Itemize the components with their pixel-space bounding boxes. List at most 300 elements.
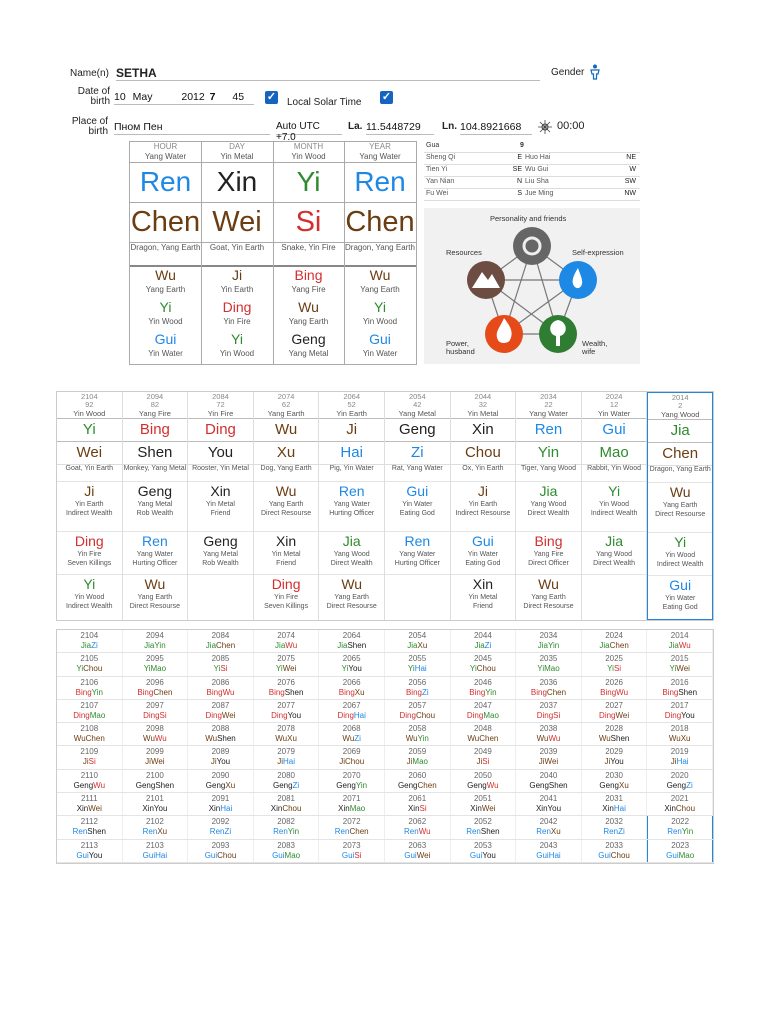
annual-stem: Yi [341, 664, 349, 674]
luck-branch: Shen [137, 444, 173, 461]
annual-cell-2093[interactable] [188, 840, 254, 862]
annual-stem: Wu [275, 734, 288, 744]
annual-cell-2018[interactable] [647, 723, 713, 745]
luck-pillar-2104[interactable] [57, 392, 123, 620]
annual-stem: Xin [142, 804, 154, 814]
luck-hidden-block [385, 481, 450, 531]
gua-star: Sheng Qi [426, 154, 456, 161]
heavenly-stem: Ren [139, 166, 192, 197]
annual-year: 2059 [408, 747, 427, 757]
annual-year: 2106 [80, 677, 99, 687]
annual-cell-2071[interactable] [319, 793, 385, 815]
annual-cell-2083[interactable] [254, 840, 320, 862]
annual-cell-2113[interactable] [57, 840, 123, 862]
annual-cell-2104[interactable] [57, 630, 123, 652]
annual-branch: Shen [480, 827, 500, 837]
annual-name [319, 664, 384, 674]
annual-name [385, 827, 450, 837]
annual-stem: Ren [273, 827, 288, 837]
annual-cell-2101[interactable] [123, 793, 189, 815]
annual-stem: Bing [268, 687, 285, 697]
luck-hidden-sub: Yin Water [402, 501, 433, 508]
annual-cell-2058[interactable] [385, 723, 451, 745]
luck-stem: Ji [319, 418, 384, 442]
annual-name [451, 757, 516, 767]
annual-branch: Chou [675, 804, 696, 814]
annual-branch: Xu [550, 827, 561, 837]
luck-hidden-sub: Yang Earth [662, 502, 698, 509]
annual-row [57, 770, 713, 793]
annual-cell-2029[interactable] [582, 746, 648, 768]
annual-cell-2061[interactable] [385, 793, 451, 815]
cycle-label-bottom-left: Power, husband [446, 339, 475, 356]
luck-hidden-sub: Yang Water [333, 501, 370, 508]
male-person-icon[interactable] [589, 64, 601, 80]
annual-cell-2050[interactable] [451, 770, 517, 792]
annual-cell-2067[interactable] [319, 700, 385, 722]
annual-cell-2087[interactable] [188, 700, 254, 722]
local-solar-checkbox[interactable]: ✓ [381, 91, 392, 103]
five-elements-cycle [424, 208, 640, 364]
annual-name [582, 781, 647, 791]
annual-cell-2066[interactable] [319, 677, 385, 699]
pillar-head: MONTH [293, 142, 324, 151]
annual-year: 2036 [539, 677, 558, 687]
annual-cell-2059[interactable] [385, 746, 451, 768]
annual-branch: Si [354, 850, 362, 860]
annual-cell-2081[interactable] [254, 793, 320, 815]
annual-cell-2063[interactable] [385, 840, 451, 862]
annual-year: 2078 [277, 724, 295, 734]
divider [344, 142, 345, 364]
annual-cell-2055[interactable] [385, 653, 451, 675]
annual-row [57, 816, 713, 839]
annual-year: 2104 [80, 631, 99, 640]
luck-branch-desc: Rooster, Yin Metal [188, 464, 253, 481]
annual-cell-2039[interactable] [516, 746, 582, 768]
annual-year: 2112 [80, 817, 98, 827]
annual-row [57, 700, 713, 723]
annual-branch: Shen [678, 687, 698, 697]
cycle-label-bottom-right: Wealth, wife [582, 339, 608, 356]
gua-dir: S [517, 190, 522, 197]
annual-cell-2077[interactable] [254, 700, 320, 722]
luck-pillar-2084[interactable] [188, 392, 254, 620]
heavenly-stem: Xin [216, 166, 258, 197]
divider [273, 142, 274, 364]
annual-year: 2048 [473, 724, 492, 734]
annual-branch: Yin [287, 827, 300, 837]
annual-stem: Bing [600, 687, 617, 697]
longitude-value: 104.8921668 [460, 121, 522, 133]
luck-pillar-2094[interactable] [123, 392, 189, 620]
annual-cell-2017[interactable] [647, 700, 713, 722]
annual-cell-2107[interactable] [57, 700, 123, 722]
annual-year: 2039 [539, 747, 558, 757]
earthly-branch: Chen [130, 206, 201, 238]
annual-year: 2037 [539, 700, 558, 710]
annual-cell-2084[interactable] [188, 630, 254, 652]
gua-star: Wu Gui [525, 166, 549, 173]
annual-year: 2098 [145, 724, 164, 734]
annual-cell-2108[interactable] [57, 723, 123, 745]
gua-dir: NE [626, 154, 636, 161]
annual-cell-2049[interactable] [451, 746, 517, 768]
place-value: Пном Пен [114, 121, 163, 133]
annual-stem: Yi [407, 664, 415, 674]
luck-hidden-stem: Xin [210, 483, 231, 499]
name-value: SETHA [116, 66, 157, 80]
annual-cell-2056[interactable] [385, 677, 451, 699]
compass-icon[interactable] [538, 120, 552, 134]
hidden-stem-sub: Yang Earth [360, 285, 400, 294]
annual-cell-2085[interactable] [188, 653, 254, 675]
annual-stem: Geng [467, 780, 487, 790]
annual-name [516, 851, 581, 861]
annual-name [451, 664, 516, 674]
annual-year: 2026 [605, 677, 623, 687]
luck-pillar-2054[interactable] [385, 392, 451, 620]
annual-stem: Jia [668, 641, 679, 650]
annual-branch: Wu [678, 641, 691, 650]
annual-cell-2027[interactable] [582, 700, 648, 722]
luck-stem-sub: Yang Water [529, 409, 568, 418]
luck-year: 2054 [408, 392, 426, 401]
annual-cell-2044[interactable] [451, 630, 517, 652]
luck-stem: Wu [254, 418, 319, 442]
annual-cell-2109[interactable] [57, 746, 123, 768]
annual-year: 2034 [539, 631, 558, 640]
annual-cell-2095[interactable] [123, 653, 189, 675]
annual-cell-2043[interactable] [516, 840, 582, 862]
annual-cell-2096[interactable] [123, 677, 189, 699]
annual-stem: Xin [208, 804, 221, 814]
annual-year: 2063 [408, 840, 427, 850]
luck-hidden-stem: Gui [669, 577, 692, 593]
annual-stem: Ding [599, 710, 616, 720]
annual-cell-2098[interactable] [123, 723, 189, 745]
annual-cell-2110[interactable] [57, 770, 123, 792]
gua-dir: W [629, 166, 636, 173]
hidden-stem: Gui [154, 331, 177, 347]
hidden-stem: Bing [294, 267, 323, 283]
annual-cell-2016[interactable] [647, 677, 713, 699]
hidden-stem-sub: Yin Earth [220, 285, 254, 294]
annual-year: 2074 [277, 631, 295, 640]
annual-cell-2042[interactable] [516, 816, 582, 838]
annual-stem: Ding [337, 710, 354, 720]
luck-hidden-block [123, 531, 188, 574]
annual-branch: Mao [678, 850, 695, 860]
annual-stem: Ji [82, 757, 89, 767]
dob-checkbox[interactable]: ✓ [266, 91, 277, 103]
annual-cell-2060[interactable] [385, 770, 451, 792]
annual-branch: Yin [485, 687, 497, 697]
annual-branch: Wu [285, 641, 298, 650]
annual-year: 2058 [408, 724, 427, 734]
annual-cell-2033[interactable] [582, 840, 648, 862]
luck-year: 2064 [343, 392, 361, 401]
annual-stem: Xin [76, 804, 89, 814]
annual-cell-2036[interactable] [516, 677, 582, 699]
annual-stem: Jia [599, 641, 610, 650]
annual-branch: Chen [546, 687, 567, 697]
annual-cell-2026[interactable] [582, 677, 648, 699]
annual-cell-2103[interactable] [123, 840, 189, 862]
gua-label: Gua [426, 142, 440, 149]
gua-star: Huo Hai [525, 154, 551, 161]
annual-cell-2021[interactable] [647, 793, 713, 815]
gua-star: Fu Wei [426, 190, 449, 197]
gender-label: Gender [551, 67, 585, 78]
hidden-stem-sub: Yin Water [362, 349, 398, 358]
annual-cell-2068[interactable] [319, 723, 385, 745]
luck-age: 12 [609, 400, 619, 409]
annual-cell-2102[interactable] [123, 816, 189, 838]
hidden-stem: Ding [222, 299, 252, 315]
annual-branch: Xu [354, 687, 365, 697]
luck-branch-desc: Dog, Yang Earth [254, 464, 319, 481]
annual-cell-2020[interactable] [647, 770, 713, 792]
annual-cell-2053[interactable] [451, 840, 517, 862]
annual-cell-2065[interactable] [319, 653, 385, 675]
annual-cell-2091[interactable] [188, 793, 254, 815]
annual-stem: Jia [474, 641, 485, 650]
annual-stem: Jia [144, 641, 155, 650]
annual-year: 2055 [408, 654, 427, 664]
annual-branch: Zi [618, 827, 625, 837]
luck-ten-god: Direct Wealth [527, 509, 570, 517]
annual-year: 2038 [539, 724, 558, 734]
annual-branch: Mao [284, 850, 301, 860]
pillar-head: YEAR [369, 142, 391, 151]
annual-name [648, 851, 712, 861]
annual-cell-2088[interactable] [188, 723, 254, 745]
annual-stem: Jia [537, 641, 548, 650]
luck-stem-sub: Yin Metal [467, 409, 499, 418]
luck-pillar-2024[interactable] [582, 392, 648, 620]
longitude-field[interactable] [460, 121, 532, 135]
annual-cell-2099[interactable] [123, 746, 189, 768]
annual-cell-2089[interactable] [188, 746, 254, 768]
annual-name [319, 804, 384, 814]
annual-cell-2112[interactable] [57, 816, 123, 838]
annual-year: 2049 [473, 747, 492, 757]
annual-cell-2062[interactable] [385, 816, 451, 838]
annual-branch: Wei [544, 757, 559, 767]
annual-name [516, 757, 581, 767]
name-label: Name(n) [70, 68, 109, 79]
dob-field[interactable] [114, 91, 254, 105]
annual-cell-2076[interactable] [254, 677, 320, 699]
annual-branch: Wei [282, 664, 297, 674]
annual-cell-2052[interactable] [451, 816, 517, 838]
annual-cell-2111[interactable] [57, 793, 123, 815]
annual-cell-2048[interactable] [451, 723, 517, 745]
annual-cell-2051[interactable] [451, 793, 517, 815]
latitude-field[interactable] [366, 121, 434, 135]
annual-cell-2024[interactable] [582, 630, 648, 652]
annual-cell-2090[interactable] [188, 770, 254, 792]
pillar-month [273, 142, 344, 361]
annual-branch: Hai [220, 804, 233, 814]
annual-branch: Shen [548, 780, 568, 790]
annual-stem: Gui [142, 850, 156, 860]
annual-stem: Wu [668, 734, 681, 744]
luck-pillar-2014[interactable] [647, 392, 713, 620]
luck-hidden-stem [582, 575, 647, 594]
annual-name [123, 851, 188, 861]
annual-year: 2089 [211, 747, 230, 757]
annual-year: 2032 [605, 817, 623, 827]
luck-hidden-stem: Wu [538, 576, 559, 592]
annual-stem: Jia [80, 641, 92, 650]
annual-cell-2046[interactable] [451, 677, 517, 699]
dob-month: May [132, 91, 153, 103]
place-field[interactable] [114, 121, 270, 135]
dob-hour: 7 [209, 91, 216, 103]
luck-hidden-block [123, 574, 188, 618]
annual-branch: Wu [486, 780, 499, 790]
annual-cell-2032[interactable] [582, 816, 648, 838]
annual-year: 2022 [671, 817, 690, 827]
annual-cell-2041[interactable] [516, 793, 582, 815]
time-value: 00:00 [557, 120, 585, 132]
luck-hidden-sub: Yin Metal [206, 501, 235, 508]
luck-ten-god: Direct Resourse [261, 509, 312, 517]
annual-cell-2031[interactable] [582, 793, 648, 815]
annual-name [648, 827, 712, 837]
local-solar-label: Local Solar Time [287, 97, 362, 108]
annual-branch: Wu [418, 827, 431, 837]
annual-name [57, 781, 122, 791]
hidden-stem-sub: Yang Metal [288, 349, 329, 358]
annual-cell-2022[interactable] [647, 816, 713, 838]
annual-cell-2054[interactable] [385, 630, 451, 652]
luck-hidden-stem: Ren [404, 533, 431, 549]
annual-cell-2074[interactable] [254, 630, 320, 652]
annual-name [516, 641, 581, 651]
annual-cell-2100[interactable] [123, 770, 189, 792]
annual-stem: Ren [142, 827, 158, 837]
annual-cell-2034[interactable] [516, 630, 582, 652]
hidden-stem-sub: Yang Earth [145, 285, 186, 294]
annual-name [582, 757, 647, 767]
luck-ten-god: Hurting Officer [394, 559, 440, 567]
annual-cell-2070[interactable] [319, 770, 385, 792]
luck-hidden-block [648, 575, 712, 619]
luck-branch-desc: Rat, Yang Water [385, 464, 450, 481]
annual-pillars-grid [56, 629, 714, 864]
annual-year: 2091 [211, 794, 230, 804]
annual-name [385, 641, 450, 651]
annual-cell-2086[interactable] [188, 677, 254, 699]
annual-cell-2045[interactable] [451, 653, 517, 675]
annual-stem: Geng [135, 780, 156, 790]
annual-cell-2072[interactable] [319, 816, 385, 838]
annual-cell-2030[interactable] [582, 770, 648, 792]
annual-cell-2047[interactable] [451, 700, 517, 722]
divider [201, 142, 202, 364]
annual-cell-2075[interactable] [254, 653, 320, 675]
annual-name [385, 781, 450, 791]
annual-cell-2092[interactable] [188, 816, 254, 838]
annual-name [57, 827, 122, 837]
annual-cell-2025[interactable] [582, 653, 648, 675]
annual-year: 2020 [670, 770, 689, 780]
dob-minute: 45 [232, 91, 245, 103]
annual-cell-2019[interactable] [647, 746, 713, 768]
luck-hidden-stem: Ji [84, 483, 95, 499]
luck-age: 82 [150, 400, 160, 409]
annual-cell-2094[interactable] [123, 630, 189, 652]
annual-cell-2040[interactable] [516, 770, 582, 792]
annual-cell-2035[interactable] [516, 653, 582, 675]
annual-branch: Chou [282, 804, 302, 814]
utc-selector[interactable] [276, 121, 342, 143]
annual-stem: Ji [277, 757, 283, 767]
luck-pillar-2074[interactable] [254, 392, 320, 620]
luck-hidden-sub: Yang Earth [137, 594, 173, 601]
annual-cell-2082[interactable] [254, 816, 320, 838]
luck-branch-desc: Dragon, Yang Earth [648, 465, 712, 482]
luck-pillar-2064[interactable] [319, 392, 385, 620]
annual-branch: Wu [548, 734, 561, 744]
annual-cell-2106[interactable] [57, 677, 123, 699]
annual-branch: Wei [481, 804, 496, 814]
luck-hidden-sub: Yin Earth [468, 501, 498, 508]
annual-cell-2078[interactable] [254, 723, 320, 745]
luck-pillar-2034[interactable] [516, 392, 582, 620]
annual-name [254, 711, 319, 721]
annual-year: 2113 [80, 840, 98, 850]
annual-cell-2073[interactable] [319, 840, 385, 862]
annual-name [582, 827, 647, 837]
hidden-stem: Wu [369, 267, 391, 283]
luck-hidden-stem: Ji [477, 483, 488, 499]
annual-name [254, 804, 319, 814]
annual-cell-2105[interactable] [57, 653, 123, 675]
annual-stem: Ji [406, 757, 413, 767]
gua-dir: SW [624, 178, 636, 185]
annual-branch: Hai [282, 757, 295, 767]
annual-cell-2015[interactable] [647, 653, 713, 675]
annual-cell-2097[interactable] [123, 700, 189, 722]
annual-name [188, 664, 253, 674]
annual-cell-2028[interactable] [582, 723, 648, 745]
annual-year: 2057 [408, 700, 427, 710]
annual-branch: Mao [349, 804, 366, 814]
annual-cell-2014[interactable] [647, 630, 713, 652]
annual-cell-2038[interactable] [516, 723, 582, 745]
name-field[interactable] [116, 64, 540, 81]
annual-cell-2057[interactable] [385, 700, 451, 722]
gua-star: Liu Sha [525, 178, 549, 185]
luck-pillar-2044[interactable] [451, 392, 517, 620]
annual-year: 2025 [605, 654, 623, 664]
annual-cell-2037[interactable] [516, 700, 582, 722]
luck-branch: Hai [340, 444, 363, 461]
annual-cell-2023[interactable] [647, 840, 713, 862]
annual-cell-2079[interactable] [254, 746, 320, 768]
annual-year: 2052 [473, 817, 492, 827]
annual-cell-2069[interactable] [319, 746, 385, 768]
annual-branch: Zi [686, 780, 693, 790]
annual-year: 2087 [211, 700, 230, 710]
annual-cell-2064[interactable] [319, 630, 385, 652]
annual-cell-2080[interactable] [254, 770, 320, 792]
annual-name [57, 688, 122, 698]
